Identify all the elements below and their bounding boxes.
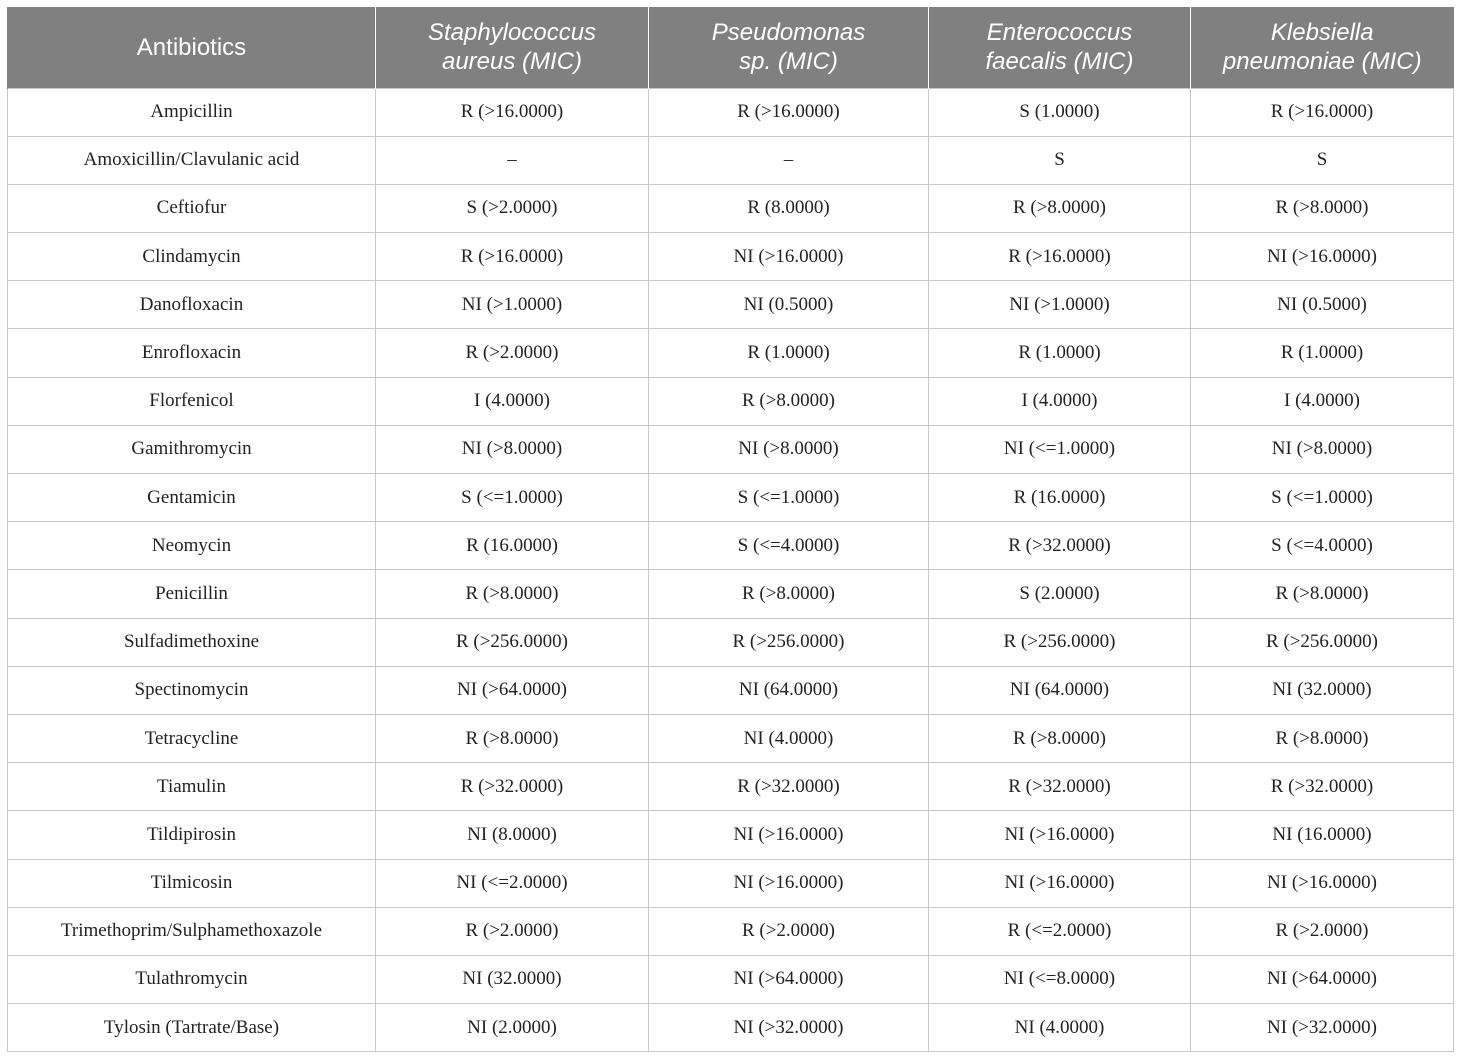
column-header-antibiotics bbox=[8, 7, 376, 88]
mic-value-cell: NI (>16.0000) bbox=[929, 859, 1191, 907]
mic-value-cell: I (4.0000) bbox=[929, 377, 1191, 425]
mic-value-cell: NI (<=8.0000) bbox=[929, 955, 1191, 1003]
mic-value-cell: R (>8.0000) bbox=[1191, 714, 1454, 762]
mic-value-cell: NI (<=2.0000) bbox=[376, 859, 649, 907]
mic-value-cell: S (<=1.0000) bbox=[1191, 474, 1454, 522]
mic-value-cell: R (>16.0000) bbox=[376, 88, 649, 136]
antibiotic-name-cell: Tiamulin bbox=[8, 763, 376, 811]
mic-value-cell: R (1.0000) bbox=[929, 329, 1191, 377]
mic-value-cell: NI (>64.0000) bbox=[649, 955, 929, 1003]
mic-value-cell: R (>32.0000) bbox=[929, 522, 1191, 570]
table-row bbox=[8, 522, 1454, 570]
table-row bbox=[8, 474, 1454, 522]
mic-value-cell: NI (8.0000) bbox=[376, 811, 649, 859]
mic-value-cell: R (1.0000) bbox=[649, 329, 929, 377]
table-row bbox=[8, 570, 1454, 618]
antibiotic-name-cell: Clindamycin bbox=[8, 233, 376, 281]
mic-value-cell: R (>8.0000) bbox=[649, 377, 929, 425]
table-row bbox=[8, 329, 1454, 377]
mic-value-cell: R (>256.0000) bbox=[376, 618, 649, 666]
table-row bbox=[8, 763, 1454, 811]
mic-value-cell: S (1.0000) bbox=[929, 88, 1191, 136]
mic-value-cell: R (>2.0000) bbox=[649, 907, 929, 955]
antibiotic-name-cell: Sulfadimethoxine bbox=[8, 618, 376, 666]
mic-value-cell: NI (>16.0000) bbox=[649, 233, 929, 281]
table-row bbox=[8, 184, 1454, 232]
table-row bbox=[8, 618, 1454, 666]
antibiotic-name-cell: Neomycin bbox=[8, 522, 376, 570]
mic-value-cell: R (>256.0000) bbox=[929, 618, 1191, 666]
header-line: Enterococcus bbox=[986, 19, 1133, 47]
mic-value-cell: I (4.0000) bbox=[1191, 377, 1454, 425]
mic-value-cell: – bbox=[376, 136, 649, 184]
antibiotic-name-cell: Trimethoprim/Sulphamethoxazole bbox=[8, 907, 376, 955]
mic-value-cell: NI (16.0000) bbox=[1191, 811, 1454, 859]
table-body bbox=[8, 88, 1454, 1052]
antibiotic-name-cell: Danofloxacin bbox=[8, 281, 376, 329]
antibiotic-name-cell: Amoxicillin/Clavulanic acid bbox=[8, 136, 376, 184]
mic-value-cell: NI (>16.0000) bbox=[1191, 859, 1454, 907]
mic-value-cell: NI (2.0000) bbox=[376, 1004, 649, 1052]
mic-value-cell: R (>32.0000) bbox=[929, 763, 1191, 811]
antibiotic-mic-table bbox=[7, 7, 1454, 1052]
mic-value-cell: NI (>16.0000) bbox=[649, 811, 929, 859]
mic-value-cell: NI (>16.0000) bbox=[929, 811, 1191, 859]
table-header bbox=[8, 7, 1454, 88]
mic-value-cell: R (16.0000) bbox=[929, 474, 1191, 522]
mic-value-cell: NI (64.0000) bbox=[649, 666, 929, 714]
mic-value-cell: NI (0.5000) bbox=[649, 281, 929, 329]
antibiotic-name-cell: Gamithromycin bbox=[8, 425, 376, 473]
antibiotic-name-cell: Spectinomycin bbox=[8, 666, 376, 714]
header-line: aureus (MIC) bbox=[441, 48, 583, 76]
mic-table-container bbox=[7, 7, 1453, 1052]
mic-value-cell: NI (4.0000) bbox=[649, 714, 929, 762]
mic-value-cell: R (>16.0000) bbox=[649, 88, 929, 136]
mic-value-cell: NI (<=1.0000) bbox=[929, 425, 1191, 473]
header-line: Antibiotics bbox=[136, 33, 247, 61]
mic-value-cell: S (2.0000) bbox=[929, 570, 1191, 618]
column-header-enterococcus-faecalis bbox=[929, 7, 1191, 88]
mic-value-cell: NI (32.0000) bbox=[1191, 666, 1454, 714]
mic-value-cell: NI (>32.0000) bbox=[1191, 1004, 1454, 1052]
antibiotic-name-cell: Tylosin (Tartrate/Base) bbox=[8, 1004, 376, 1052]
table-row bbox=[8, 714, 1454, 762]
mic-value-cell: R (>8.0000) bbox=[929, 184, 1191, 232]
mic-value-cell: R (1.0000) bbox=[1191, 329, 1454, 377]
mic-value-cell: NI (>8.0000) bbox=[376, 425, 649, 473]
mic-value-cell: S (>2.0000) bbox=[376, 184, 649, 232]
mic-value-cell: NI (>8.0000) bbox=[649, 425, 929, 473]
column-header-klebsiella-pneumoniae bbox=[1191, 7, 1454, 88]
antibiotic-name-cell: Enrofloxacin bbox=[8, 329, 376, 377]
mic-value-cell: R (>32.0000) bbox=[376, 763, 649, 811]
mic-value-cell: NI (4.0000) bbox=[929, 1004, 1191, 1052]
mic-value-cell: NI (>8.0000) bbox=[1191, 425, 1454, 473]
mic-value-cell: R (>32.0000) bbox=[649, 763, 929, 811]
table-row bbox=[8, 136, 1454, 184]
header-row bbox=[8, 7, 1454, 88]
antibiotic-name-cell: Tetracycline bbox=[8, 714, 376, 762]
mic-value-cell: S (<=4.0000) bbox=[1191, 522, 1454, 570]
table-row bbox=[8, 859, 1454, 907]
mic-value-cell: R (8.0000) bbox=[649, 184, 929, 232]
mic-value-cell: R (>8.0000) bbox=[376, 714, 649, 762]
mic-value-cell: R (>32.0000) bbox=[1191, 763, 1454, 811]
mic-value-cell: R (>8.0000) bbox=[929, 714, 1191, 762]
mic-value-cell: S (<=1.0000) bbox=[376, 474, 649, 522]
mic-value-cell: R (>2.0000) bbox=[376, 329, 649, 377]
header-line: faecalis (MIC) bbox=[985, 48, 1134, 76]
header-line: sp. (MIC) bbox=[739, 48, 838, 76]
antibiotic-name-cell: Penicillin bbox=[8, 570, 376, 618]
mic-value-cell: NI (>1.0000) bbox=[929, 281, 1191, 329]
column-header-staphylococcus-aureus bbox=[376, 7, 649, 88]
mic-value-cell: NI (64.0000) bbox=[929, 666, 1191, 714]
table-row bbox=[8, 233, 1454, 281]
mic-value-cell: S (<=4.0000) bbox=[649, 522, 929, 570]
mic-value-cell: R (>8.0000) bbox=[1191, 184, 1454, 232]
mic-value-cell: NI (>16.0000) bbox=[1191, 233, 1454, 281]
header-line: Staphylococcus bbox=[427, 19, 597, 47]
header-line: Klebsiella bbox=[1270, 19, 1374, 47]
mic-value-cell: NI (>64.0000) bbox=[1191, 955, 1454, 1003]
antibiotic-name-cell: Ampicillin bbox=[8, 88, 376, 136]
header-line: pneumoniae (MIC) bbox=[1222, 48, 1422, 76]
mic-value-cell: I (4.0000) bbox=[376, 377, 649, 425]
mic-value-cell: R (>256.0000) bbox=[1191, 618, 1454, 666]
table-row bbox=[8, 88, 1454, 136]
table-row bbox=[8, 907, 1454, 955]
antibiotic-name-cell: Tildipirosin bbox=[8, 811, 376, 859]
table-row bbox=[8, 281, 1454, 329]
mic-value-cell: NI (>16.0000) bbox=[649, 859, 929, 907]
mic-value-cell: R (>16.0000) bbox=[929, 233, 1191, 281]
mic-value-cell: R (>256.0000) bbox=[649, 618, 929, 666]
antibiotic-name-cell: Gentamicin bbox=[8, 474, 376, 522]
table-row bbox=[8, 955, 1454, 1003]
mic-value-cell: S (<=1.0000) bbox=[649, 474, 929, 522]
antibiotic-name-cell: Ceftiofur bbox=[8, 184, 376, 232]
table-row bbox=[8, 425, 1454, 473]
mic-value-cell: NI (>64.0000) bbox=[376, 666, 649, 714]
mic-value-cell: S bbox=[1191, 136, 1454, 184]
mic-value-cell: NI (32.0000) bbox=[376, 955, 649, 1003]
table-row bbox=[8, 811, 1454, 859]
mic-value-cell: R (16.0000) bbox=[376, 522, 649, 570]
antibiotic-name-cell: Tulathromycin bbox=[8, 955, 376, 1003]
mic-value-cell: NI (>32.0000) bbox=[649, 1004, 929, 1052]
mic-value-cell: – bbox=[649, 136, 929, 184]
mic-value-cell: R (>8.0000) bbox=[1191, 570, 1454, 618]
mic-value-cell: R (>16.0000) bbox=[376, 233, 649, 281]
column-header-pseudomonas bbox=[649, 7, 929, 88]
mic-value-cell: R (<=2.0000) bbox=[929, 907, 1191, 955]
mic-value-cell: R (>16.0000) bbox=[1191, 88, 1454, 136]
antibiotic-name-cell: Tilmicosin bbox=[8, 859, 376, 907]
mic-value-cell: NI (0.5000) bbox=[1191, 281, 1454, 329]
antibiotic-name-cell: Florfenicol bbox=[8, 377, 376, 425]
table-row bbox=[8, 377, 1454, 425]
mic-value-cell: S bbox=[929, 136, 1191, 184]
table-row bbox=[8, 666, 1454, 714]
mic-value-cell: R (>8.0000) bbox=[649, 570, 929, 618]
header-line: Pseudomonas bbox=[711, 19, 866, 47]
mic-value-cell: R (>2.0000) bbox=[1191, 907, 1454, 955]
mic-value-cell: NI (>1.0000) bbox=[376, 281, 649, 329]
table-row bbox=[8, 1004, 1454, 1052]
mic-value-cell: R (>8.0000) bbox=[376, 570, 649, 618]
mic-value-cell: R (>2.0000) bbox=[376, 907, 649, 955]
